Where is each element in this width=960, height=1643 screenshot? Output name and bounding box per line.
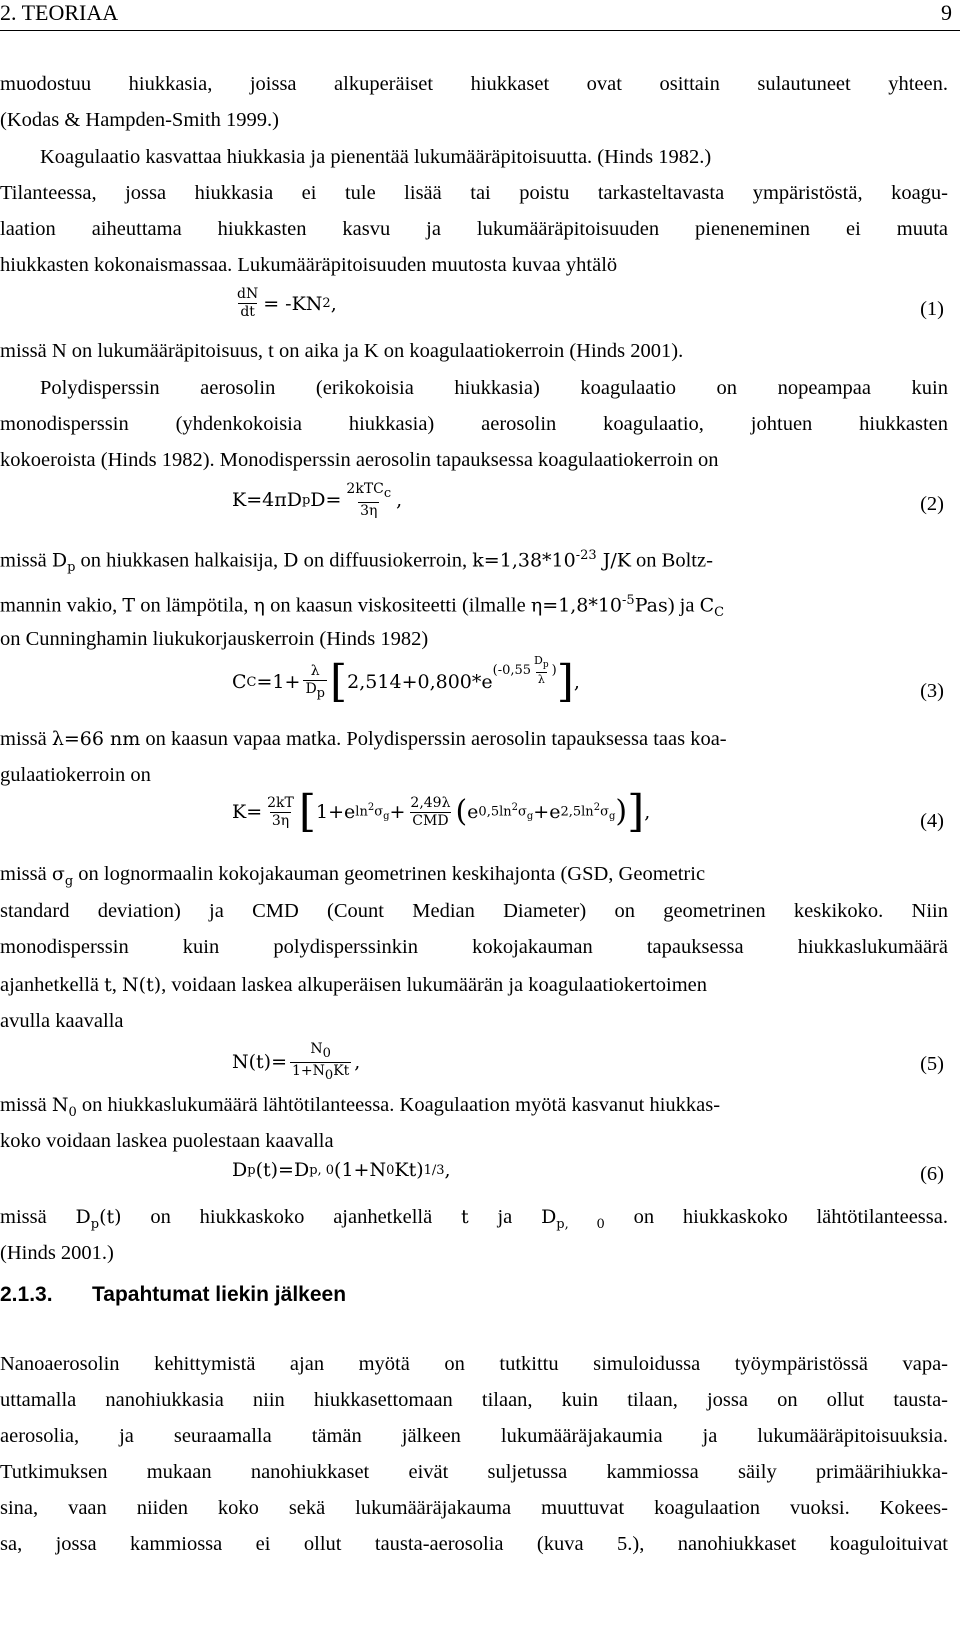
subscript: g xyxy=(608,810,616,822)
text-line: hiukkasten kokonaismassaa. Lukumääräpitoisuuden muutosta kuvaa yhtälö xyxy=(0,254,618,276)
subscript: p xyxy=(67,560,76,576)
equation-term: + xyxy=(533,801,550,823)
math-symbol: k=1,38*10 xyxy=(472,549,576,572)
text-line: (Kodas & Hampden-Smith 1999.) xyxy=(0,109,279,131)
equation-comma: , xyxy=(330,292,337,315)
line-text: on hiukkaskoko lähtötilanteessa. xyxy=(604,1206,948,1228)
numerator: λ xyxy=(310,662,320,679)
denominator: CMD xyxy=(412,812,449,829)
superscript: 2 xyxy=(593,802,601,814)
denominator: 1+N xyxy=(292,1062,325,1079)
subscript: 0 xyxy=(322,1045,331,1061)
math-symbol: η=1,8*10 xyxy=(530,594,623,617)
math-symbol: D xyxy=(541,1206,557,1228)
text-line: Nanoaerosolin kehittymistä ajan myötä on tutkittu simuloidussa työympäristössä vapa- xyxy=(0,1353,948,1375)
right-bracket: ] xyxy=(556,656,574,707)
subscript: c xyxy=(383,485,392,501)
text-line: monodisperssin (yhdenkokoisia hiukkasia) aerosolin koagulaatio, johtuen hiukkasten xyxy=(0,413,948,435)
equation-eq: =1+ xyxy=(256,671,301,693)
line-text: missä xyxy=(0,863,52,885)
math-symbol: t xyxy=(104,974,112,996)
equation-number: (3) xyxy=(920,680,944,702)
equation-lhs: K=4πD xyxy=(232,489,302,512)
superscript: 1/3 xyxy=(423,1162,445,1178)
math-symbol: D xyxy=(75,1206,91,1228)
superscript: -23 xyxy=(575,548,597,563)
subscript: p, 0 xyxy=(309,1162,335,1178)
equation-term: e xyxy=(549,801,561,823)
line-text: missä xyxy=(0,728,52,750)
text-line: gulaatiokerroin on xyxy=(0,764,151,786)
math-symbol: t xyxy=(461,1206,469,1228)
denominator: λ xyxy=(537,673,545,687)
subscript: g xyxy=(64,873,74,889)
exponent-text: σ xyxy=(600,804,609,820)
subscript: g xyxy=(383,810,390,822)
exponent-text: ln xyxy=(355,804,368,820)
text-line: koko voidaan laskea puolestaan kaavalla xyxy=(0,1130,334,1152)
line-text: on hiukkaskoko ajanhetkellä xyxy=(121,1206,462,1228)
math-symbol: (t) xyxy=(99,1206,122,1228)
left-paren: ( xyxy=(455,794,468,829)
line-text: on lämpötila, xyxy=(135,594,254,617)
line-text: on hiukkasen halkaisija, xyxy=(75,549,284,572)
line-text: missä xyxy=(0,1094,52,1116)
text-line: kokoeroista (Hinds 1982). Monodisperssin aerosolin tapauksessa koagulaatiokerroin on xyxy=(0,449,719,471)
math-symbol: N(t) xyxy=(122,974,162,996)
math-symbol: λ=66 nm xyxy=(51,728,141,750)
exponent-text: 2,5ln xyxy=(560,804,594,820)
exponent-text: (-0,55 xyxy=(492,662,532,678)
text-line: standard deviation) ja CMD (Count Median Diameter) on geometrinen keskikoko. Niin xyxy=(0,900,948,922)
text-line: Tilanteessa, jossa hiukkasia ei tule lisää tai poistu tarkasteltavasta ympäristöstä, koagu- xyxy=(0,182,948,204)
left-bracket: [ xyxy=(330,656,348,707)
line-text: , voidaan laskea alkuperäisen lukumäärän ja koagulaatiokertoimen xyxy=(161,974,708,996)
equation-number: (6) xyxy=(920,1163,944,1185)
line-text: on diffuusiokerroin, xyxy=(298,549,473,572)
equation-5 xyxy=(0,1033,948,1093)
text-line xyxy=(0,1205,948,1237)
text-line: avulla kaavalla xyxy=(0,1010,124,1032)
equation-mid: (t)=D xyxy=(255,1159,310,1181)
equation-2 xyxy=(0,473,948,533)
fraction xyxy=(235,286,260,321)
equation-tail: Kt) xyxy=(394,1159,424,1181)
line-text: mannin vakio, xyxy=(0,594,123,617)
text-line xyxy=(0,544,948,580)
equation-lhs: N(t)= xyxy=(232,1051,288,1074)
subscript: 0 xyxy=(68,1104,77,1120)
fraction xyxy=(532,654,551,686)
exponent-text: σ xyxy=(374,804,384,820)
text-line xyxy=(0,1093,948,1125)
subscript: p, 0 xyxy=(556,1216,605,1232)
text-line: laation aiheuttama hiukkasten kasvu ja lukumääräpitoisuuden pieneneminen ei muuta xyxy=(0,218,948,240)
text-line: Tutkimuksen mukaan nanohiukkaset eivät suljetussa kammiossa säily primäärihiukka- xyxy=(0,1461,948,1483)
numerator: D xyxy=(534,653,543,667)
line-text: ja xyxy=(468,1206,542,1228)
subscript: p xyxy=(247,1162,256,1178)
text-line xyxy=(0,973,948,997)
line-text: on Boltz- xyxy=(630,549,713,572)
math-symbol: σ xyxy=(51,863,65,885)
math-symbol: C xyxy=(699,594,715,617)
numerator: 2kTC xyxy=(346,481,384,497)
superscript: 2 xyxy=(322,296,331,311)
right-bracket: ] xyxy=(627,786,645,837)
denominator: 3η xyxy=(360,502,378,519)
superscript: -5 xyxy=(622,593,635,608)
subscript: p xyxy=(301,492,311,508)
equation-lhs: K= xyxy=(232,801,263,823)
text-line: sina, vaan niiden koko sekä lukumääräjakauma muuttuvat koagulaation vuoksi. Kokees- xyxy=(0,1497,948,1519)
equation-rhs: = -KN xyxy=(263,292,323,315)
text-line xyxy=(0,862,948,894)
line-text: , xyxy=(111,974,123,996)
page-number: 9 xyxy=(941,0,952,25)
fraction xyxy=(344,481,393,520)
superscript: 2 xyxy=(511,802,519,814)
fraction xyxy=(408,795,452,830)
subscript: p xyxy=(90,1216,100,1232)
running-header xyxy=(0,0,960,31)
equation-lhs: D xyxy=(232,1159,248,1181)
equation-comma: , xyxy=(573,671,580,693)
superscript: 2 xyxy=(367,802,375,814)
section-title: Tapahtumat liekin jälkeen xyxy=(92,1283,347,1306)
equation-number: (5) xyxy=(920,1053,944,1075)
equation-comma: , xyxy=(644,801,651,823)
subscript: g xyxy=(526,810,534,822)
equation-1 xyxy=(0,278,948,338)
equation-4 xyxy=(0,786,948,850)
line-text: ) ja xyxy=(667,594,700,617)
section-number: 2.1.3. xyxy=(0,1283,53,1306)
equation-term: + xyxy=(389,801,406,823)
math-symbol: N xyxy=(51,1094,69,1116)
equation-tail: (1+N xyxy=(334,1159,387,1181)
numerator: 2kT xyxy=(267,794,294,811)
math-symbol: η xyxy=(253,594,265,617)
chapter-title: 2. TEORIAA xyxy=(0,0,119,25)
text-line: monodisperssin kuin polydisperssinkin kokojakauman tapauksessa hiukkaslukumäärä xyxy=(0,936,948,958)
math-symbol: J/K xyxy=(596,549,631,572)
equation-body: 2,514+0,800*e xyxy=(347,671,493,693)
equation-number: (4) xyxy=(920,810,944,832)
left-bracket: [ xyxy=(298,786,317,837)
text-line: on Cunninghamin liukukorjauskerroin (Hinds 1982) xyxy=(0,628,429,650)
equation-comma: , xyxy=(444,1159,451,1181)
text-line: uttamalla nanohiukkasia niin hiukkasettomaan tilaan, kuin tilaan, jossa on ollut tausta- xyxy=(0,1389,948,1411)
section-heading xyxy=(0,1283,346,1307)
text-line: (Hinds 2001.) xyxy=(0,1242,114,1264)
subscript: p xyxy=(316,685,325,701)
denominator: 3η xyxy=(271,812,290,829)
denominator: D xyxy=(305,680,317,697)
subscript: C xyxy=(246,674,257,690)
equation-3 xyxy=(0,653,948,720)
text-line: Koagulaatio kasvattaa hiukkasia ja pienentää lukumääräpitoisuutta. (Hinds 1982.) xyxy=(40,146,712,168)
text-line: muodostuu hiukkasia, joissa alkuperäiset hiukkaset ovat osittain sulautuneet yhteen. xyxy=(0,73,948,95)
denominator: Kt xyxy=(333,1062,350,1079)
line-text: on kaasun vapaa matka. Polydisperssin aerosolin tapauksessa taas koa- xyxy=(140,728,727,750)
text-line: Polydisperssin aerosolin (erikokoisia hiukkasia) koagulaatio on nopeampaa kuin xyxy=(40,377,948,399)
text-line xyxy=(0,727,948,751)
fraction xyxy=(303,663,327,702)
exponent-text: ) xyxy=(551,662,557,678)
line-text: ajanhetkellä xyxy=(0,974,105,996)
math-symbol: D xyxy=(283,549,299,572)
text-line: aerosolia, ja seuraamalla tämän jälkeen lukumääräjakaumia ja lukumääräpitoisuuksia. xyxy=(0,1425,948,1447)
math-symbol: D xyxy=(51,549,68,572)
fraction xyxy=(265,795,296,830)
line-text: missä xyxy=(0,1206,76,1228)
subscript: 0 xyxy=(386,1162,395,1178)
exponent xyxy=(493,654,557,686)
exponent-text: σ xyxy=(518,804,527,820)
equation-comma: , xyxy=(396,489,403,512)
line-text: on lognormaalin kokojakauman geometrinen keskihajonta (GSD, Geometric xyxy=(73,863,706,885)
line-text: on hiukkaslukumäärä lähtötilanteessa. Koagulaation myötä kasvanut hiukkas- xyxy=(76,1094,721,1116)
equation-number: (2) xyxy=(920,493,944,515)
line-text: on kaasun viskositeetti (ilmalle xyxy=(264,594,531,617)
equation-term: 1+e xyxy=(316,801,356,823)
denominator: dt xyxy=(240,304,255,320)
text-line: sa, jossa kammiossa ei ollut tausta-aerosolia (kuva 5.), nanohiukkaset koaguloituivat xyxy=(0,1533,948,1555)
numerator: dN xyxy=(237,286,259,302)
subscript: C xyxy=(714,605,725,621)
equation-mid: D= xyxy=(310,489,342,512)
text-line: missä N on lukumääräpitoisuus, t on aika ja K on koagulaatiokerroin (Hinds 2001). xyxy=(0,340,684,362)
numerator: 2,49λ xyxy=(410,794,451,811)
line-text: missä xyxy=(0,549,52,572)
equation-term: e xyxy=(467,801,479,823)
math-symbol: T xyxy=(122,594,136,617)
subscript: 0 xyxy=(324,1067,334,1083)
exponent-text: 0,5ln xyxy=(478,804,512,820)
fraction xyxy=(290,1041,351,1084)
equation-lhs: C xyxy=(232,671,247,693)
numerator: N xyxy=(310,1041,323,1057)
text-line xyxy=(0,589,948,625)
equation-comma: , xyxy=(354,1051,361,1074)
right-paren: ) xyxy=(615,794,628,829)
math-symbol: Pas xyxy=(634,594,668,617)
subscript: p xyxy=(542,660,549,671)
equation-number: (1) xyxy=(920,298,944,320)
